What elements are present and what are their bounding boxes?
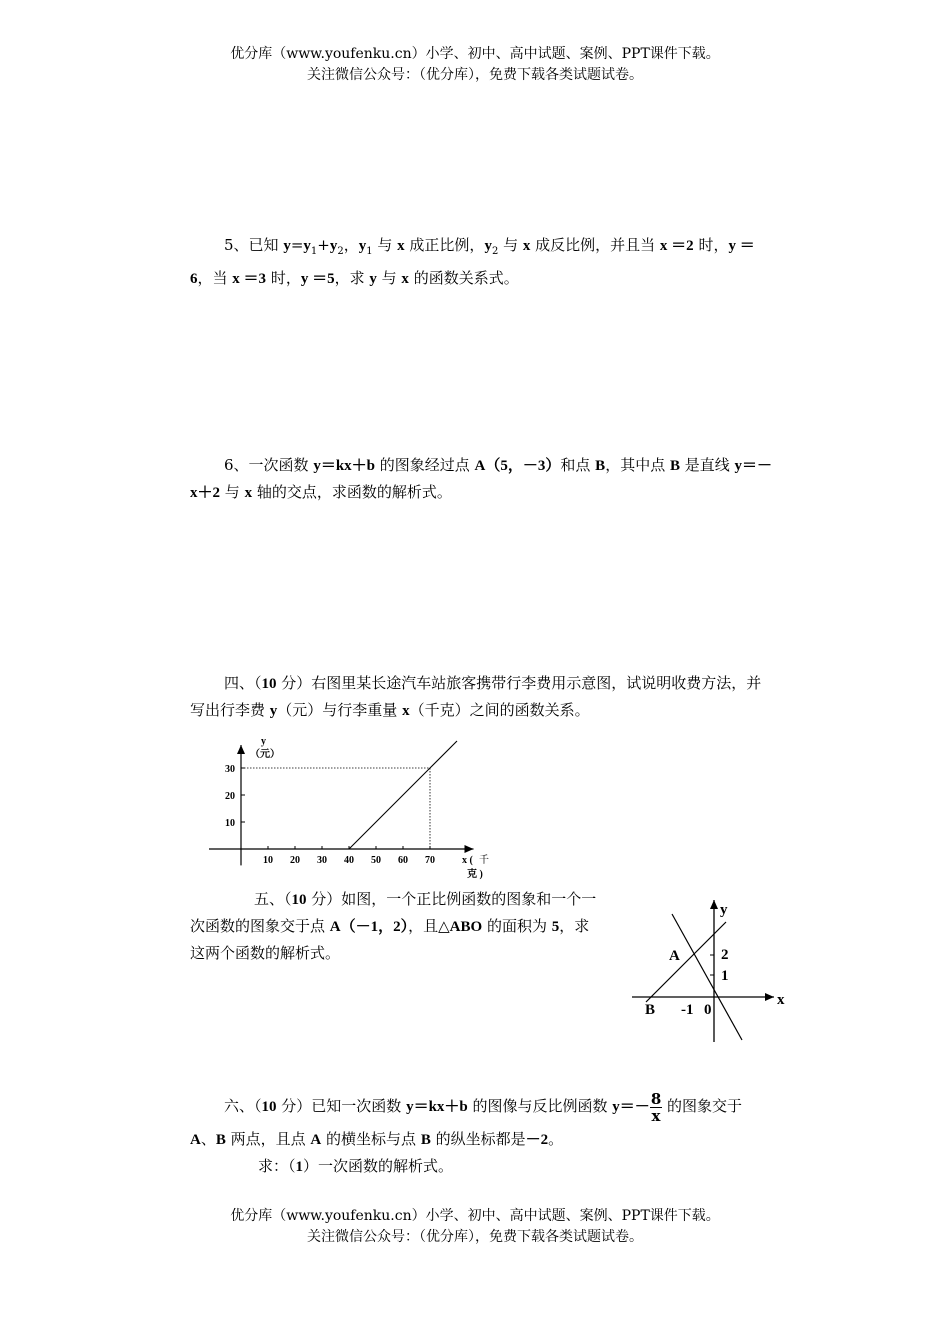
y-axis-label: y: [261, 736, 266, 747]
section-5-line-3: 这两个函数的解析式。: [190, 944, 341, 962]
tick-label-1: 1: [721, 968, 729, 984]
tick-label-neg1: -1: [681, 1002, 694, 1018]
intersecting-lines-figure: [628, 892, 798, 1052]
proportional-function-line: [672, 914, 742, 1040]
x-tick-label: 20: [290, 855, 300, 866]
question-5: [190, 232, 830, 292]
section-6-line-2: A、B 两点，且点 A 的横坐标与点 B 的纵坐标都是－2。: [190, 1130, 564, 1148]
point-b-label: B: [645, 1002, 656, 1018]
section-5: [190, 886, 650, 966]
x-tick-label: 60: [398, 855, 408, 866]
fraction-8-over-x: $\frac{8}{x}$: [650, 1089, 662, 1125]
x-axis-label: x (: [462, 855, 473, 866]
fee-series-line: [349, 741, 457, 849]
x-axis-unit-label-2: 克 ): [467, 869, 483, 880]
header-line-1: 优分库（www.youfenku.cn）小学、初中、高中试题、案例、PPT课件下载。: [230, 46, 720, 62]
question-number: 6、一次函数: [224, 456, 314, 474]
x-axis-unit-label-1: 千: [479, 855, 489, 866]
section-4: [190, 670, 835, 724]
x-tick-label: 10: [263, 855, 273, 866]
page-footer: [0, 1206, 950, 1248]
section-6-line-3: 求：（1）一次函数的解析式。: [258, 1157, 454, 1175]
section-6-line-1: 六、（10 分）已知一次函数 y＝kx＋b 的图像与反比例函数 y＝－ $\frac{8}{x}$ 的图象交于: [224, 1089, 743, 1125]
y-tick-label: 20: [225, 791, 235, 802]
section-5-line-1: 五、（10 分）如图，一个正比例函数的图象和一个一: [254, 890, 597, 908]
y-tick-label: 30: [225, 764, 235, 775]
page-header: [0, 44, 950, 86]
question-6: [190, 452, 830, 506]
luggage-fee-chart: [200, 728, 500, 888]
origin-label: 0: [704, 1002, 712, 1018]
footer-line-1: 优分库（www.youfenku.cn）小学、初中、高中试题、案例、PPT课件下载。: [230, 1208, 720, 1224]
x-axis-label: x: [777, 992, 785, 1008]
section-4-line-2: 写出行李费 y（元）与行李重量 x（千克）之间的函数关系。: [190, 701, 590, 719]
section-6: [190, 1086, 840, 1180]
y-tick-label: 10: [225, 818, 235, 829]
y-axis-label: y: [720, 902, 728, 918]
question-number: 5、已知: [224, 236, 284, 254]
header-line-2: 关注微信公众号：（优分库），免费下载各类试题试卷。: [307, 67, 643, 83]
x-tick-label: 70: [425, 855, 435, 866]
tick-label-2: 2: [721, 947, 729, 963]
x-tick-label: 40: [344, 855, 354, 866]
section-5-line-2: 次函数的图象交于点 A（－1，2），且△ABO 的面积为 5，求: [190, 917, 590, 935]
section-4-line-1: 四、（10 分）右图里某长途汽车站旅客携带行李费用示意图，试说明收费方法，并: [224, 674, 762, 692]
question-5-line-2: 6，当 x ＝3 时，y ＝5，求 y 与 x 的函数关系式。: [190, 269, 519, 287]
y-axis-unit-label: （元）: [250, 749, 280, 760]
point-a-label: A: [669, 948, 680, 964]
question-6-line-1: 6、一次函数 y＝kx＋b 的图象经过点 A（5，－3）和点 B，其中点 B 是直线 y＝－: [224, 456, 773, 474]
question-5-line-1: 5、已知 $y=y_1+y_2$，$y_1$ 与 x 成正比例，$y_2$ 与 x 成反比例，并且当 x ＝2 时，y ＝: [224, 236, 755, 257]
question-6-line-2: x＋2 与 x 轴的交点，求函数的解析式。: [190, 483, 452, 501]
footer-line-2: 关注微信公众号：（优分库），免费下载各类试题试卷。: [307, 1229, 643, 1245]
x-tick-label: 30: [317, 855, 327, 866]
x-tick-label: 50: [371, 855, 381, 866]
